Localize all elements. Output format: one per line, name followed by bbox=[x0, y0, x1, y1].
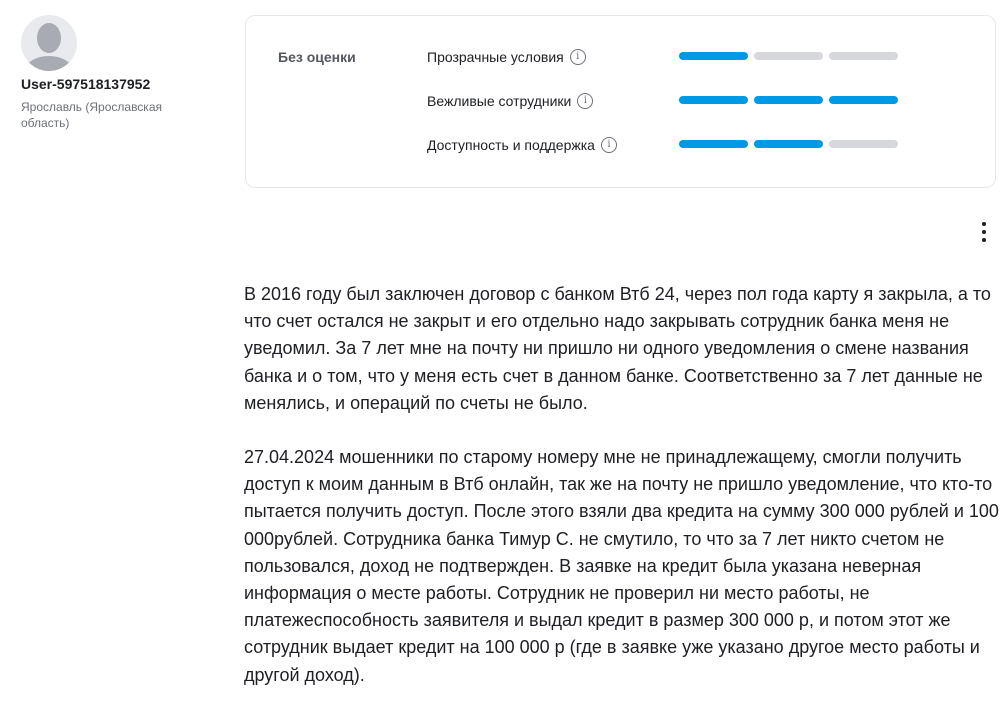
score-segment bbox=[679, 52, 748, 60]
review-text bbox=[244, 281, 1004, 716]
criterion-row bbox=[427, 137, 617, 153]
criterion-label: Прозрачные условия bbox=[427, 49, 564, 65]
score-segment bbox=[829, 140, 898, 148]
user-location: Ярославль (Ярославская область) bbox=[21, 100, 162, 130]
more-options-button[interactable] bbox=[976, 222, 992, 246]
criterion-score-bar bbox=[679, 96, 898, 104]
criterion-row bbox=[427, 49, 586, 65]
overall-rating: Без оценки bbox=[278, 49, 356, 65]
score-segment bbox=[829, 52, 898, 60]
user-name[interactable]: User-597518137952 bbox=[21, 76, 151, 92]
criterion-row bbox=[427, 93, 593, 109]
info-icon[interactable]: i bbox=[570, 49, 586, 65]
info-icon[interactable]: i bbox=[601, 137, 617, 153]
score-segment bbox=[679, 140, 748, 148]
info-icon[interactable]: i bbox=[577, 93, 593, 109]
score-segment bbox=[679, 96, 748, 104]
score-segment bbox=[754, 52, 823, 60]
review-paragraph: 27.04.2024 мошенники по старому номеру мне не принадлежащему, смогли получить доступ к моим данным в Втб онлайн, так же на почту не пришло уведомление, что кто-то пытается получить доступ. После этого взяли два кредита на сумму 300 000 рублей и 100 000рублей. Сотрудника банка Тимур С. не смутило, то что за 7 лет никто счетом не пользовался, доход не подтвержден. В заявке на кредит была указана неверная информация о месте работы. Сотрудник не проверил ни место работы, не платежеспособность заявителя и выдал кредит в размер 300 000 р, и потом этот же сотрудник выдает кредит на 100 000 р (где в заявке уже указано другое место работы и другой доход). bbox=[244, 447, 999, 685]
criterion-score-bar bbox=[679, 52, 898, 60]
criterion-score-bar bbox=[679, 140, 898, 148]
review-paragraph: В 2016 году был заключен договор с банком Втб 24, через пол года карту я закрыла, а то что счет остался не закрыт и его отдельно надо закрывать сотрудник банка меня не уведомил. За 7 лет мне на почту ни пришло ни одного уведомления о смене названия банка и о том, что у меня есть счет в данном банке. Соответственно за 7 лет данные не менялись, и операций по счеты не было. bbox=[244, 284, 991, 413]
score-segment bbox=[754, 140, 823, 148]
rating-card bbox=[245, 15, 996, 188]
avatar bbox=[21, 15, 77, 71]
criterion-label: Доступность и поддержка bbox=[427, 137, 595, 153]
criterion-label: Вежливые сотрудники bbox=[427, 93, 572, 109]
score-segment bbox=[754, 96, 823, 104]
score-segment bbox=[829, 96, 898, 104]
